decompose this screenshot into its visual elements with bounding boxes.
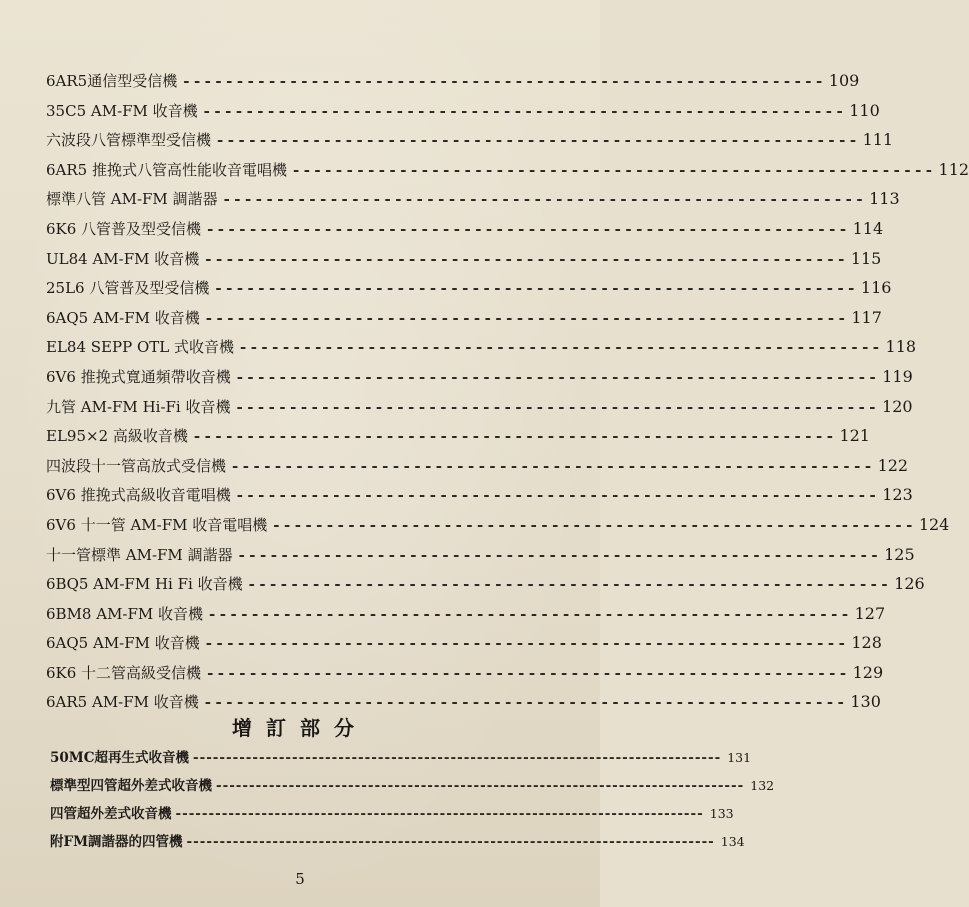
- dot-leader: ------------------------------------------------------------: [193, 427, 838, 446]
- toc-title: 6AQ5 AM-FM 收音機: [46, 308, 200, 327]
- dot-leader: ------------------------------------------------------------: [203, 101, 848, 120]
- toc-entry: [46, 421, 870, 451]
- toc-entry: [46, 362, 913, 392]
- toc-title: 6AR5 推挽式八管高性能收音電唱機: [46, 160, 287, 179]
- toc-entry: [46, 96, 880, 126]
- toc-entry: [46, 273, 892, 303]
- supplement-title: 標準型四管超外差式收音機: [50, 778, 212, 794]
- toc-entry: [46, 125, 894, 155]
- toc-page-number: 127: [854, 603, 886, 623]
- supplement-entry: [50, 828, 745, 856]
- toc-entry: [46, 480, 913, 510]
- toc-title: UL84 AM-FM 收音機: [46, 249, 200, 268]
- toc-page-number: 116: [860, 278, 892, 298]
- supplement-heading: 增訂部分: [232, 716, 368, 740]
- dot-leader: ------------------------------------------------------------: [204, 693, 849, 712]
- dot-leader: ------------------------------------------------------------: [183, 72, 827, 90]
- toc-entry: [46, 569, 925, 599]
- toc-entry: [46, 540, 915, 570]
- supplement-entry: [50, 772, 775, 800]
- toc-title: 6AR5通信型受信機: [46, 72, 178, 90]
- dot-leader: ------------------------------------------------------------: [238, 545, 883, 564]
- dot-leader: ------------------------------------------------------------: [207, 663, 851, 682]
- toc-entry: [46, 66, 860, 96]
- toc-entry: [46, 658, 884, 688]
- toc-page-number: 129: [852, 662, 884, 682]
- toc-page-number: 113: [869, 189, 900, 209]
- dash-leader: --------------------------------------------------------------------------------: [192, 750, 722, 766]
- toc-page-number: 114: [852, 218, 884, 238]
- dot-leader: ------------------------------------------------------------: [205, 634, 850, 653]
- toc-page-number: 121: [839, 426, 870, 446]
- dot-leader: ------------------------------------------------------------: [248, 575, 893, 594]
- toc-page-number: 109: [828, 71, 860, 90]
- toc-page-number: 126: [894, 574, 925, 594]
- toc-page-number: 120: [882, 396, 913, 416]
- toc-page-number: 110: [849, 100, 880, 120]
- toc-page-number: 128: [851, 633, 882, 653]
- toc-title: 6AR5 AM-FM 收音機: [46, 693, 199, 712]
- toc-title: 35C5 AM-FM 收音機: [46, 101, 198, 120]
- supplement-page-number: 134: [720, 834, 745, 849]
- supplement-list: [50, 744, 775, 856]
- toc-title: 6BM8 AM-FM 收音機: [46, 604, 204, 623]
- toc-title: 6K6 十二管高級受信機: [46, 663, 202, 682]
- dot-leader: ------------------------------------------------------------: [223, 190, 868, 209]
- dot-leader: ------------------------------------------------------------: [217, 131, 861, 150]
- toc-entry: [46, 599, 886, 629]
- toc-page-number: 130: [850, 692, 881, 712]
- toc-entry: [46, 392, 913, 422]
- table-of-contents: [46, 66, 969, 717]
- toc-title: 6V6 十一管 AM-FM 收音電唱機: [46, 515, 268, 534]
- toc-entry: [46, 332, 917, 362]
- toc-page-number: 111: [862, 130, 894, 150]
- dot-leader: ------------------------------------------------------------: [236, 397, 881, 416]
- toc-entry: [46, 451, 909, 481]
- dash-leader: --------------------------------------------------------------------------------: [175, 806, 704, 822]
- toc-title: 6BQ5 AM-FM Hi Fi 收音機: [46, 575, 243, 594]
- dot-leader: ------------------------------------------------------------: [215, 279, 859, 298]
- dot-leader: ------------------------------------------------------------: [207, 219, 851, 238]
- toc-title: 十一管標準 AM-FM 調諧器: [46, 545, 233, 564]
- supplement-page-number: 132: [750, 778, 775, 793]
- supplement-title: 四管超外差式收音機: [50, 806, 172, 822]
- supplement-entry: [50, 800, 734, 828]
- toc-entry: [46, 244, 882, 274]
- toc-page-number: 112: [938, 159, 969, 179]
- supplement-page-number: 133: [709, 806, 734, 821]
- toc-entry: [46, 155, 969, 185]
- supplement-entry: [50, 744, 752, 772]
- dot-leader: ------------------------------------------------------------: [236, 486, 881, 505]
- dot-leader: ------------------------------------------------------------: [239, 338, 884, 357]
- toc-title: 6K6 八管普及型受信機: [46, 219, 202, 238]
- toc-title: 標準八管 AM-FM 調諧器: [46, 190, 218, 209]
- dash-leader: --------------------------------------------------------------------------------: [186, 834, 715, 850]
- toc-title: 九管 AM-FM Hi-Fi 收音機: [46, 397, 231, 416]
- toc-page-number: 125: [884, 544, 915, 564]
- toc-page-number: 123: [882, 485, 913, 505]
- toc-entry: [46, 510, 950, 540]
- toc-entry: [46, 303, 882, 333]
- toc-title: 六波段八管標準型受信機: [46, 131, 212, 150]
- toc-title: 6V6 推挽式寬通頻帶收音機: [46, 367, 231, 386]
- toc-entry: [46, 184, 900, 214]
- toc-title: 6V6 推挽式高級收音電唱機: [46, 486, 231, 505]
- toc-title: 25L6 八管普及型受信機: [46, 279, 210, 298]
- dot-leader: ------------------------------------------------------------: [292, 160, 937, 179]
- toc-title: EL84 SEPP OTL 式收音機: [46, 338, 234, 357]
- toc-title: 6AQ5 AM-FM 收音機: [46, 634, 200, 653]
- toc-page-number: 119: [882, 366, 913, 386]
- dot-leader: ------------------------------------------------------------: [232, 456, 876, 475]
- toc-page-number: 122: [877, 455, 909, 475]
- supplement-title: 附FM調諧器的四管機: [50, 834, 183, 850]
- toc-title: EL95×2 高級收音機: [46, 427, 188, 446]
- supplement-title: 50MC超再生式收音機: [50, 750, 189, 766]
- toc-entry: [46, 628, 882, 658]
- toc-page-number: 118: [885, 337, 917, 357]
- toc-page-number: 124: [918, 514, 950, 534]
- dash-leader: --------------------------------------------------------------------------------: [216, 778, 745, 794]
- dot-leader: ------------------------------------------------------------: [236, 367, 881, 386]
- dot-leader: ------------------------------------------------------------: [273, 515, 917, 534]
- page-number: 5: [295, 870, 305, 888]
- toc-entry: [46, 214, 884, 244]
- toc-page-number: 115: [850, 248, 882, 268]
- supplement-page-number: 131: [727, 750, 752, 765]
- toc-title: 四波段十一管高放式受信機: [46, 456, 227, 475]
- dot-leader: ------------------------------------------------------------: [209, 604, 853, 623]
- dot-leader: ------------------------------------------------------------: [205, 308, 850, 327]
- toc-page-number: 117: [851, 307, 882, 327]
- dot-leader: ------------------------------------------------------------: [205, 249, 849, 268]
